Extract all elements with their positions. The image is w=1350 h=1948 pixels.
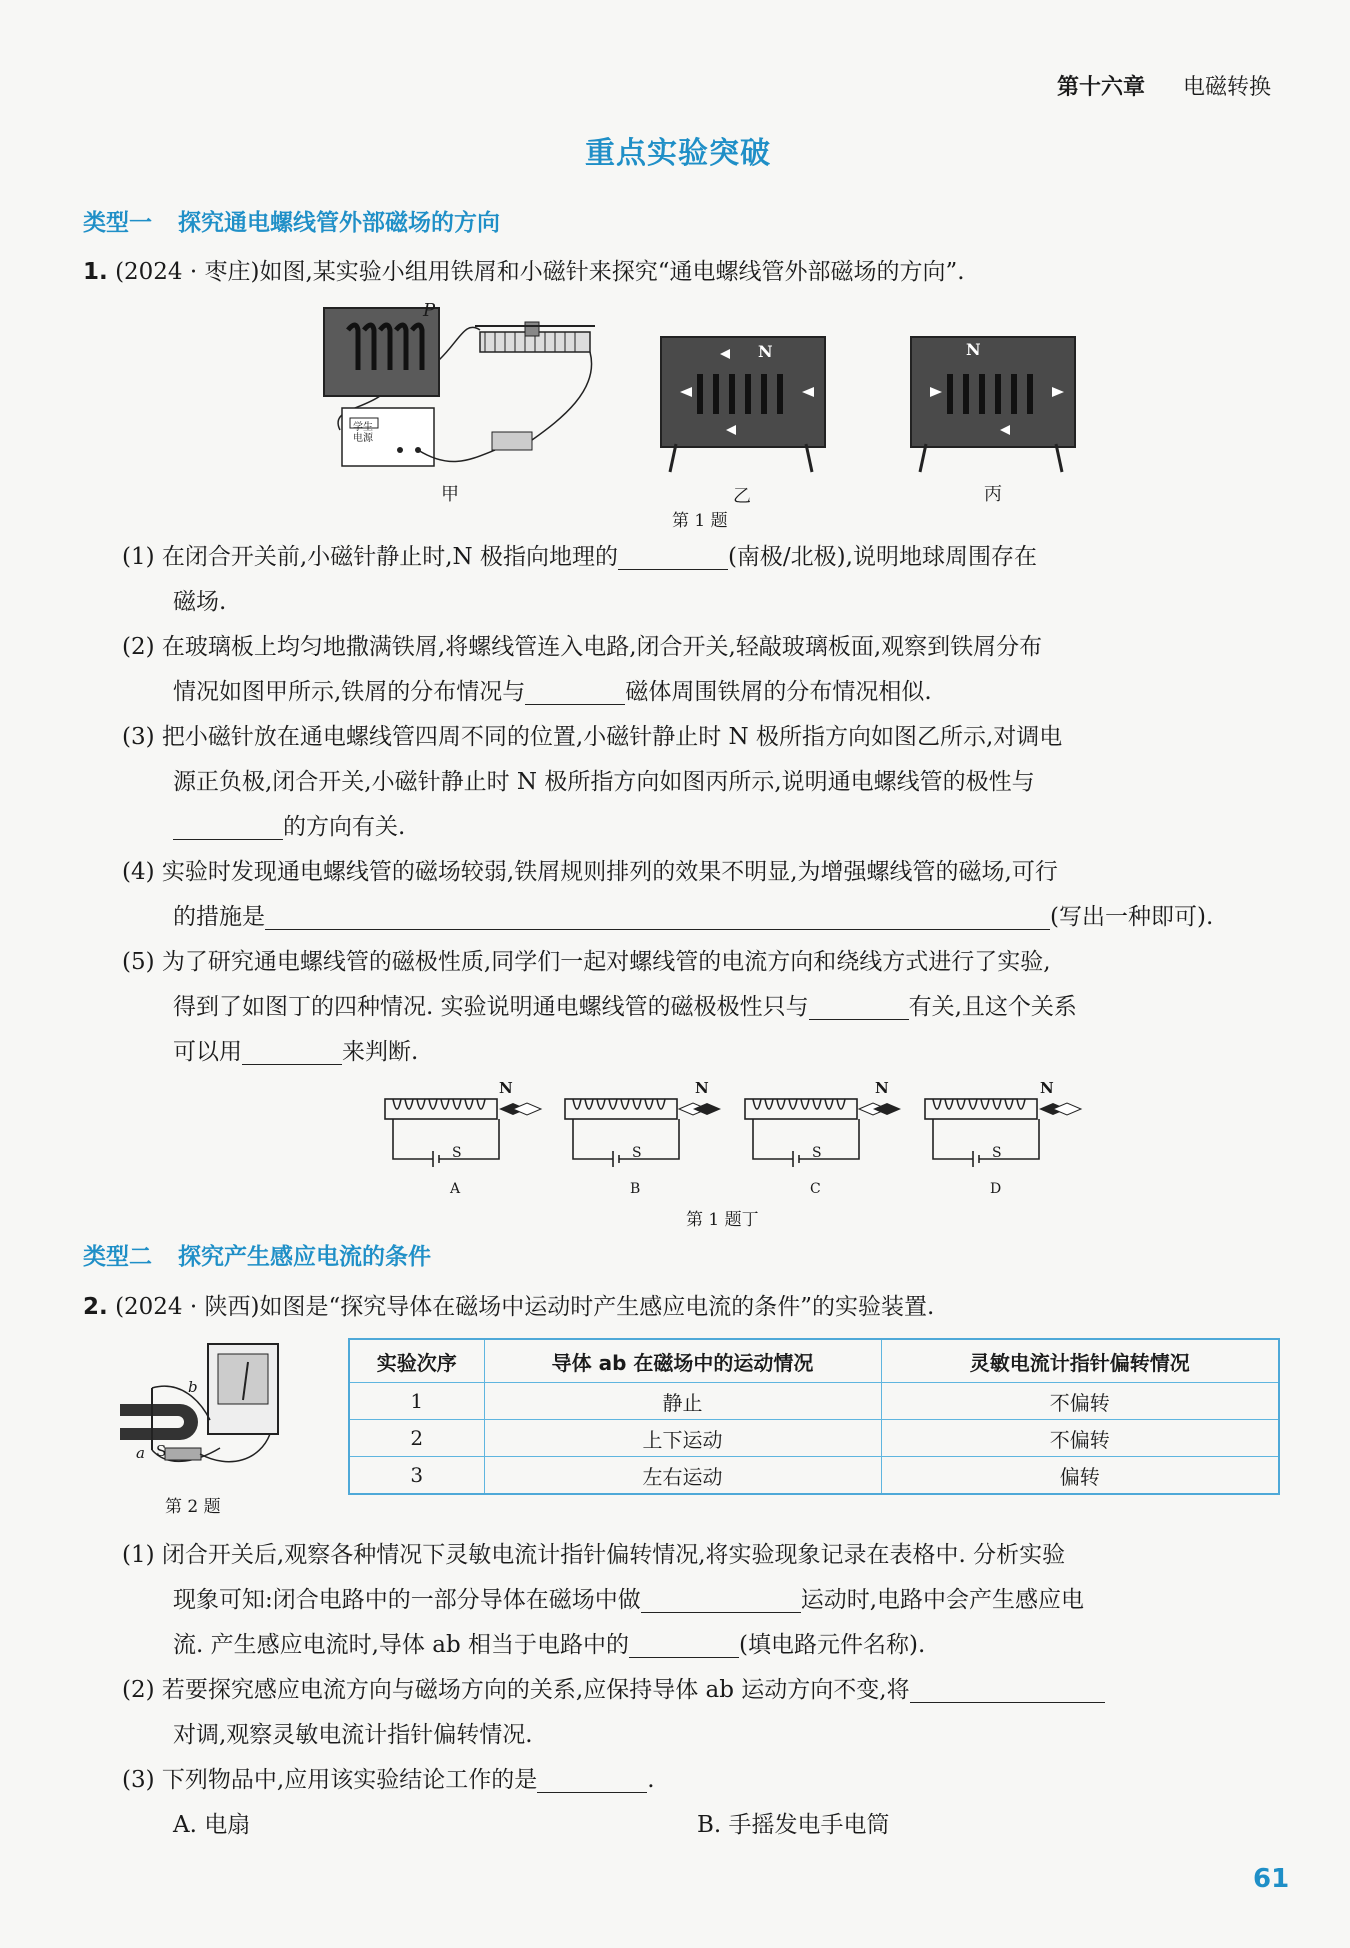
q2-sub1-text-d: 流. 产生感应电流时,导体 ab 相当于电路中的 [173, 1632, 629, 1658]
q1-sub5-blank1[interactable] [809, 993, 909, 1020]
figure-ding [375, 1079, 1085, 1205]
ding-switch-d: S [992, 1145, 1002, 1161]
table-cell: 2 [350, 1420, 484, 1457]
figure-q2 [110, 1340, 290, 1480]
q1-sub4-text-c: (写出一种即可). [1050, 904, 1214, 930]
q2-sub3-text-a: (3) 下列物品中,应用该实验结论工作的是 [122, 1767, 538, 1793]
q2-source: (2024 · 陕西) [115, 1294, 260, 1320]
label-jia: 甲 [441, 484, 459, 505]
q1-source: (2024 · 枣庄) [115, 259, 260, 285]
q1-sub1-line1 [122, 535, 1037, 580]
chapter-label: 第十六章 [1057, 75, 1146, 100]
q2-sub1-blank2[interactable] [629, 1631, 739, 1658]
table-row [350, 1420, 1278, 1457]
q2-sub1-line2 [173, 1578, 1084, 1623]
q2-sub2-blank[interactable] [910, 1676, 1105, 1703]
q1-sub5-text-e: 来判断. [342, 1039, 419, 1065]
q2-sub2-text-a: (2) 若要探究感应电流方向与磁场方向的关系,应保持导体 ab 运动方向不变,将 [122, 1677, 910, 1703]
ding-circuits-illustration [375, 1085, 1085, 1205]
q1-sub4-blank[interactable] [265, 903, 1050, 930]
ding-switch-a: S [452, 1145, 462, 1161]
q2-table [350, 1340, 1278, 1493]
q2-sub1-line1: (1) 闭合开关后,观察各种情况下灵敏电流计指针偏转情况,将实验现象记录在表格中. 分析实验 [122, 1542, 1066, 1568]
q2-sub1-line3 [173, 1623, 925, 1668]
table-cell: 1 [350, 1383, 484, 1420]
q2-sub3-blank[interactable] [537, 1766, 647, 1793]
q2-figure-caption: 第 2 题 [165, 1497, 221, 1517]
q2-label-a: a [136, 1444, 145, 1462]
q2-sub1-text-e: (填电路元件名称). [739, 1632, 926, 1658]
q1-stem: 如图,某实验小组用铁屑和小磁针来探究“通电螺线管外部磁场的方向”. [259, 259, 965, 285]
q2-option-b[interactable]: B. 手摇发电手电筒 [697, 1812, 890, 1838]
q1-sub5-blank2[interactable] [242, 1038, 342, 1065]
q1-sub4-line2 [173, 895, 1213, 940]
table-header-cell: 导体 ab 在磁场中的运动情况 [484, 1340, 881, 1383]
q1-sub2-line2 [173, 670, 932, 715]
q1-sub3-line2: 源正负极,闭合开关,小磁针静止时 N 极所指方向如图丙所示,说明通电螺线管的极性与 [173, 769, 1035, 795]
q2-stem: 如图是“探究导体在磁场中运动时产生感应电流的条件”的实验装置. [259, 1294, 935, 1320]
q1-sub5-text-b: 得到了如图丁的四种情况. 实验说明通电螺线管的磁极极性只与 [173, 994, 809, 1020]
ding-n-d: N [1040, 1079, 1054, 1097]
label-power-supply: 学生电源 [353, 422, 373, 444]
q1-sub2-blank[interactable] [525, 678, 625, 705]
circuit-jia-illustration [320, 300, 620, 480]
q2-label-b: b [188, 1378, 198, 1396]
q2-label-s: S [156, 1442, 167, 1460]
label-n-yi: N [758, 342, 773, 361]
page-number: 61 [1253, 1864, 1290, 1894]
q1-sub4-text-b: 的措施是 [173, 904, 265, 930]
ding-label-c: C [810, 1181, 821, 1197]
ding-label-b: B [630, 1181, 641, 1197]
q2-sub1-text-c: 运动时,电路中会产生感应电 [800, 1587, 1085, 1613]
q1-sub3-line1: (3) 把小磁针放在通电螺线管四周不同的位置,小磁针静止时 N 极所指方向如图乙所示,对调电 [122, 724, 1063, 750]
table-cell: 偏转 [881, 1457, 1278, 1494]
q1-figure-caption: 第 1 题 [672, 511, 728, 531]
type2-title: 探究产生感应电流的条件 [178, 1244, 431, 1270]
table-cell: 3 [350, 1457, 484, 1494]
type2-heading [83, 1238, 431, 1271]
q2-sub2-line2: 对调,观察灵敏电流计指针偏转情况. [173, 1722, 533, 1748]
type1-title: 探究通电螺线管外部磁场的方向 [178, 210, 500, 236]
q2-option-a[interactable]: A. 电扇 [173, 1812, 251, 1838]
chapter-topic: 电磁转换 [1183, 75, 1272, 100]
q2-sub2-line1 [122, 1668, 1105, 1713]
ding-caption: 第 1 题丁 [686, 1210, 759, 1230]
figure-bing [910, 336, 1076, 476]
q1-sub5-line2 [173, 985, 1077, 1030]
type1-label: 类型一 [83, 210, 152, 236]
ding-n-a: N [499, 1079, 513, 1097]
q2-sub3-text-b: . [647, 1767, 655, 1793]
figure-jia [320, 300, 620, 480]
label-bing: 丙 [984, 484, 1002, 505]
table-cell: 左右运动 [484, 1457, 881, 1494]
q1-sub2-line1: (2) 在玻璃板上均匀地撒满铁屑,将螺线管连入电路,闭合开关,轻敲玻璃板面,观察到铁屑分布 [122, 634, 1043, 660]
q2-stem-line [83, 1285, 934, 1330]
section-title: 重点实验突破 [585, 136, 771, 171]
table-cell: 不偏转 [881, 1383, 1278, 1420]
table-header-cell: 灵敏电流计指针偏转情况 [881, 1340, 1278, 1383]
q1-sub5-line1: (5) 为了研究通电螺线管的磁极性质,同学们一起对螺线管的电流方向和绕线方式进行了实验, [122, 949, 1051, 975]
type2-label: 类型二 [83, 1244, 152, 1270]
q1-sub5-text-d: 可以用 [173, 1039, 242, 1065]
ding-switch-b: S [632, 1145, 642, 1161]
ding-label-a: A [450, 1181, 461, 1197]
q1-sub2-text-c: 磁体周围铁屑的分布情况相似. [625, 679, 932, 705]
label-n-bing: N [966, 340, 981, 359]
ding-n-b: N [695, 1079, 709, 1097]
q1-sub1-blank[interactable] [618, 543, 728, 570]
q2-sub1-text-b: 现象可知:闭合电路中的一部分导体在磁场中做 [173, 1587, 641, 1613]
type1-heading [83, 204, 500, 237]
q2-data-table [348, 1338, 1280, 1495]
ding-switch-c: S [812, 1145, 822, 1161]
q2-sub3-line1 [122, 1758, 655, 1803]
q1-sub5-line3 [173, 1030, 418, 1075]
q1-sub3-text-c: 的方向有关. [283, 814, 406, 840]
table-header-cell: 实验次序 [350, 1340, 484, 1383]
q1-sub3-line3 [173, 805, 405, 850]
q1-stem-line [83, 250, 965, 295]
q1-sub1-text-a: (1) 在闭合开关前,小磁针静止时,N 极指向地理的 [122, 544, 618, 570]
q1-sub1-line2: 磁场. [173, 589, 227, 615]
solenoid-yi-illustration [660, 336, 826, 476]
q1-sub4-line1: (4) 实验时发现通电螺线管的磁场较弱,铁屑规则排列的效果不明显,为增强螺线管的磁场,可行 [122, 859, 1058, 885]
label-p: P [423, 300, 436, 321]
ding-label-d: D [990, 1181, 1002, 1197]
figure-yi [660, 336, 826, 476]
ding-n-c: N [875, 1079, 889, 1097]
table-cell: 不偏转 [881, 1420, 1278, 1457]
q1-sub5-text-c: 有关,且这个关系 [908, 994, 1077, 1020]
q2-number: 2. [83, 1294, 108, 1320]
q1-sub3-blank[interactable] [173, 813, 283, 840]
table-cell: 静止 [484, 1383, 881, 1420]
table-cell: 上下运动 [484, 1420, 881, 1457]
solenoid-bing-illustration [910, 336, 1076, 476]
table-row [350, 1457, 1278, 1494]
q2-sub1-blank1[interactable] [641, 1586, 801, 1613]
table-row [350, 1383, 1278, 1420]
table-header-row [350, 1340, 1278, 1383]
q1-number: 1. [83, 259, 108, 285]
q1-sub1-text-b: (南极/北极),说明地球周围存在 [727, 544, 1037, 570]
label-yi: 乙 [733, 486, 751, 507]
q1-sub2-text-b: 情况如图甲所示,铁屑的分布情况与 [173, 679, 526, 705]
